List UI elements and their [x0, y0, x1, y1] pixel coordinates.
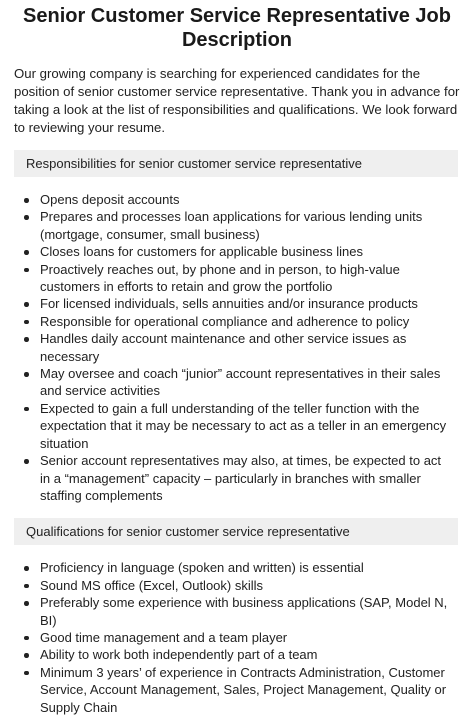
responsibilities-section — [14, 150, 460, 504]
intro-paragraph: Our growing company is searching for experienced candidates for the position of senior customer service representative. Thank you in advance for taking a look at the list of responsibilities and qualifications. We look forward to reviewing your resume. — [14, 66, 460, 135]
responsibilities-list — [14, 191, 460, 504]
list-item: Prepares and processes loan applications for various lending units (mortgage, consumer, small business) — [40, 208, 460, 243]
qualifications-list — [14, 559, 460, 716]
list-item: Ability to work both independently part of a team — [40, 646, 460, 663]
qualifications-heading: Qualifications for senior customer service representative — [14, 518, 458, 545]
list-item: Preferably some experience with business applications (SAP, Model N, BI) — [40, 594, 460, 629]
qualifications-section — [14, 518, 460, 716]
list-item: Good time management and a team player — [40, 629, 460, 646]
page-title: Senior Customer Service Representative Job Description — [23, 5, 451, 51]
list-item: For licensed individuals, sells annuities and/or insurance products — [40, 295, 460, 312]
list-item: Proactively reaches out, by phone and in person, to high-value customers in efforts to retain and grow the portfolio — [40, 261, 460, 296]
list-item: Proficiency in language (spoken and written) is essential — [40, 559, 460, 576]
list-item: Senior account representatives may also, at times, be expected to act in a “management” capacity – particularly in branches with smaller staffing complements — [40, 452, 460, 504]
list-item: Sound MS office (Excel, Outlook) skills — [40, 577, 460, 594]
list-item: Closes loans for customers for applicable business lines — [40, 243, 460, 260]
responsibilities-heading: Responsibilities for senior customer service representative — [14, 150, 458, 177]
list-item: Minimum 3 years’ of experience in Contracts Administration, Customer Service, Account Management, Sales, Project Management, Quality or Supply Chain — [40, 664, 460, 716]
list-item: Handles daily account maintenance and other service issues as necessary — [40, 330, 460, 365]
list-item: May oversee and coach “junior” account representatives in their sales and service activities — [40, 365, 460, 400]
list-item: Responsible for operational compliance and adherence to policy — [40, 313, 460, 330]
list-item: Expected to gain a full understanding of the teller function with the expectation that it may be necessary to act as a teller in an emergency situation — [40, 400, 460, 452]
list-item: Opens deposit accounts — [40, 191, 460, 208]
